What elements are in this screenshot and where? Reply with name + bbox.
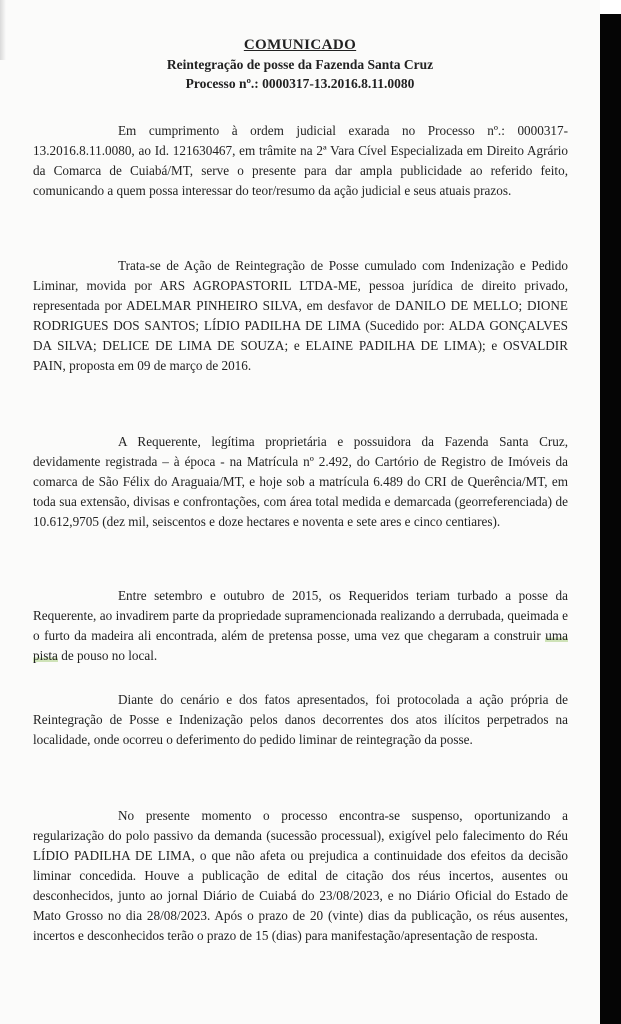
paragraph-facts-text-end: de pouso no local.	[57, 648, 158, 663]
paragraph-facts	[33, 586, 568, 666]
paragraph-facts-text-start: Entre setembro e outubro de 2015, os Requeridos teriam turbado a posse da Requerente, ao invadirem parte da propriedade supramencionada realizando a derrubada, queimada e o furto da madeira ali encontrada, além de pretensa posse, uma vez que chegaram a construir	[33, 588, 568, 643]
document-header	[0, 36, 600, 93]
document-title: COMUNICADO	[243, 37, 357, 53]
paragraph-status: No presente momento o processo encontra-se suspenso, oportunizando a regularização do polo passivo da demanda (sucessão processual), exigível pelo falecimento do Réu LÍDIO PADILHA DE LIMA, o que não afeta ou prejudica a continuidade dos efeitos da decisão liminar concedida. Houve a publicação de edital de citação dos réus incertos, ausentes ou desconhecidos, junto ao jornal Diário de Cuiabá do 23/08/2023, e no Diário Oficial do Estado de Mato Grosso no dia 28/08/2023. Após o prazo de 20 (vinte) dias da publicação, os réus ausentes, incertos e desconhecidos terão o prazo de 15 (dias) para manifestação/apresentação de resposta.	[33, 808, 568, 943]
document-subtitle: Reintegração de posse da Fazenda Santa Cruz	[166, 57, 434, 72]
paragraph-intro: Em cumprimento à ordem judicial exarada no Processo nº.: 0000317-13.2016.8.11.0080, ao Id. 121630467, em trâmite na 2ª Vara Cível Especializada em Direito Agrário da Comarca de Cuiabá/MT, serve o presente para dar ampla publicidade ao referido feito, comunicando a quem possa interessar do teor/resumo da ação judicial e seus atuais prazos.	[33, 123, 568, 198]
process-number: Processo nº.: 0000317-13.2016.8.11.0080	[185, 76, 415, 91]
paragraph-property: A Requerente, legítima proprietária e possuidora da Fazenda Santa Cruz, devidamente registrada – à época - na Matrícula nº 2.492, do Cartório de Registro de Imóveis da comarca de São Félix do Araguaia/MT, e hoje sob a matrícula 6.489 do CRI de Querência/MT, em toda sua extensão, divisas e confrontações, com área total medida e demarcada (georreferenciada) de 10.612,9705 (dez mil, seiscentos e doze hectares e noventa e sete ares e cinco centiares).	[33, 434, 568, 529]
highlighted-text: uma pista	[33, 628, 568, 663]
side-black-bar	[600, 14, 621, 1024]
paragraph-parties: Trata-se de Ação de Reintegração de Posse cumulado com Indenização e Pedido Liminar, movida por ARS AGROPASTORIL LTDA-ME, pessoa jurídica de direito privado, representada por ADELMAR PINHEIRO SILVA, em desfavor de DANILO DE MELLO; DIONE RODRIGUES DOS SANTOS; LÍDIO PADILHA DE LIMA (Sucedido por: ALDA GONÇALVES DA SILVA; DELICE DE LIMA DE SOUZA; e ELAINE PADILHA DE LIMA); e OSVALDIR PAIN, proposta em 09 de março de 2016.	[33, 258, 568, 373]
paragraph-action: Diante do cenário e dos fatos apresentados, foi protocolada a ação própria de Reintegração de Posse e Indenização pelos danos decorrentes dos atos ilícitos perpetrados na localidade, onde ocorreu o deferimento do pedido liminar de reintegração da posse.	[33, 692, 568, 747]
